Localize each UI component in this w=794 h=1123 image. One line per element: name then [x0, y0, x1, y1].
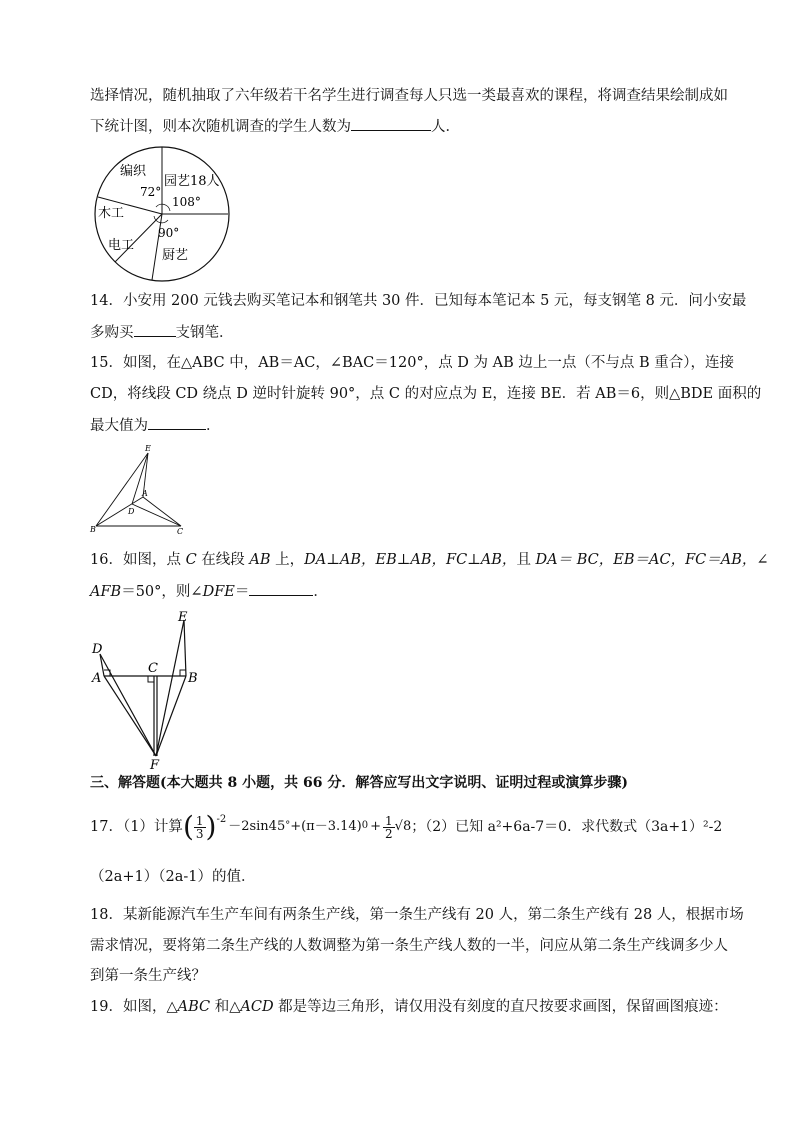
q14-line-1: 14．小安用 200 元钱去购买笔记本和钢笔共 30 件．已知每本笔记本 5 元，每支钢笔 8 元．问小安最 [90, 293, 747, 309]
pie-chart-figure [92, 145, 237, 287]
intro-line-2-text: 下统计图，则本次随机调查的学生人数为 [90, 119, 351, 135]
q17-frac2-den: 2 [385, 826, 393, 841]
pie-label-gardening: 园艺18人 [164, 174, 220, 189]
answer-blank-15 [148, 415, 206, 430]
q14-line-2-text: 多购买 [90, 325, 134, 341]
q16-label-c: C [148, 661, 158, 676]
pie-label-90deg: 90° [158, 226, 180, 240]
q16-label-e: E [178, 610, 188, 625]
q16-line-1 [90, 550, 769, 570]
q14-line-2-end: 支钢笔． [175, 325, 234, 341]
q16-var-ab: AB [249, 552, 271, 568]
q16-label-a: A [92, 671, 102, 686]
q19-var-acd: ACD [240, 999, 274, 1015]
q15-line-3-end: ． [206, 418, 221, 434]
q14-line-2 [90, 322, 234, 343]
q19-text: 都是等边三角形，请仅用没有刻度的直尺按要求画图，保留画图痕迹： [273, 999, 728, 1015]
q15-line-1: 15．如图，在△ABC 中，AB＝AC，∠BAC＝120°，点 D 为 AB 边上一点（不与点 B 重合），连接 [90, 355, 735, 371]
q16-figure [88, 606, 208, 771]
q15-line-3 [90, 415, 221, 436]
intro-line-2 [90, 116, 460, 137]
q16-text: 上， [270, 552, 305, 568]
q16-equalities: DA＝ BC，EB＝AC，FC＝AB，∠ [535, 552, 769, 568]
q18-line-1: 18．某新能源汽车生产车间有两条生产线，第一条生产线有 20 人，第二条生产线有 28 人，根据市场 [90, 907, 744, 923]
q17-sqrt: √8 [394, 819, 412, 834]
pie-label-woodwork: 木工 [98, 206, 125, 221]
q16-text: ＝ [234, 584, 250, 600]
q17-part-2: ；（2）已知 a²+6a-7＝0．求代数式（3a+1）²-2 [411, 819, 723, 835]
q17-frac1-den: 3 [195, 826, 204, 841]
q19-line-1 [90, 997, 728, 1017]
q16-label-f: F [150, 758, 160, 771]
q17-exponent: -2 [216, 814, 227, 825]
q16-text: 且 [516, 552, 536, 568]
q15-line-2: CD，将线段 CD 绕点 D 逆时针旋转 90°，点 C 的对应点为 E，连接 BE．若 AB＝6，则△BDE 面积的 [90, 386, 762, 402]
q18-line-3: 到第一条生产线？ [90, 968, 206, 984]
q15-label-b: B [90, 525, 96, 534]
q17-plus: + [370, 819, 382, 834]
q17-frac1-num: 1 [195, 813, 204, 828]
q17-label: 17．（1）计算 [90, 819, 183, 835]
pie-label-electrician: 电工 [108, 238, 135, 253]
answer-blank-13 [351, 116, 431, 131]
q17-paren-left: ( [182, 810, 194, 843]
q17-line-2: （2a+1）（2a-1）的值． [90, 869, 256, 885]
q16-var-dfe: DFE [202, 584, 235, 600]
q16-conditions: DA⊥AB，EB⊥AB，FC⊥AB， [304, 552, 517, 568]
q16-label-b: B [188, 671, 198, 686]
q15-label-c: C [177, 527, 184, 535]
q16-var-afb: AFB [90, 584, 122, 600]
q17-pi-exponent: 0 [361, 820, 369, 831]
q16-text: 在线段 [196, 552, 250, 568]
pie-label-weaving: 编织 [120, 164, 147, 179]
q17-fraction-one-third [194, 815, 206, 840]
q15-label-a: A [142, 489, 148, 498]
q15-line-3-text: 最大值为 [90, 418, 148, 434]
q19-text: 19．如图，△ [90, 999, 178, 1015]
q15-label-d: D [128, 507, 135, 516]
answer-blank-14 [134, 322, 176, 337]
section-three-heading: 三、解答题(本大题共 8 小题，共 66 分．解答应写出文字说明、证明过程或演算步骤) [90, 775, 628, 791]
answer-blank-16 [249, 581, 313, 596]
q16-var-c: C [185, 552, 197, 568]
q17-degree: ° [285, 820, 291, 831]
q17-pi-term: +(π－3.14) [290, 819, 362, 834]
q16-line-2 [90, 581, 328, 602]
intro-line-2-end: 人． [431, 119, 460, 135]
q16-text: ． [313, 584, 328, 600]
q19-text: 和△ [210, 999, 241, 1015]
q15-label-e: E [145, 444, 151, 453]
pie-label-72deg: 72° [140, 185, 162, 199]
q19-var-abc: ABC [177, 999, 211, 1015]
q17-paren-right: ) [205, 810, 217, 843]
q17-line-1 [90, 808, 722, 846]
pie-label-108deg: 108° [172, 195, 201, 209]
pie-label-cooking: 厨艺 [162, 248, 189, 263]
q16-text: ＝50°，则∠ [121, 584, 203, 600]
intro-line-1: 选择情况，随机抽取了六年级若干名学生进行调查每人只选一类最喜欢的课程，将调查结果绘制成如 [90, 88, 728, 104]
q17-sin-term: －2sin45 [228, 819, 286, 834]
q16-text: 16．如图，点 [90, 552, 186, 568]
q17-frac2-num: 1 [385, 813, 393, 828]
q18-line-2: 需求情况，要将第二条生产线的人数调整为第一条生产线人数的一半，问应从第二条生产线调多少人 [90, 938, 728, 954]
q15-triangle-figure [88, 443, 188, 535]
q16-label-d: D [92, 642, 103, 657]
q17-fraction-one-half [383, 815, 395, 840]
